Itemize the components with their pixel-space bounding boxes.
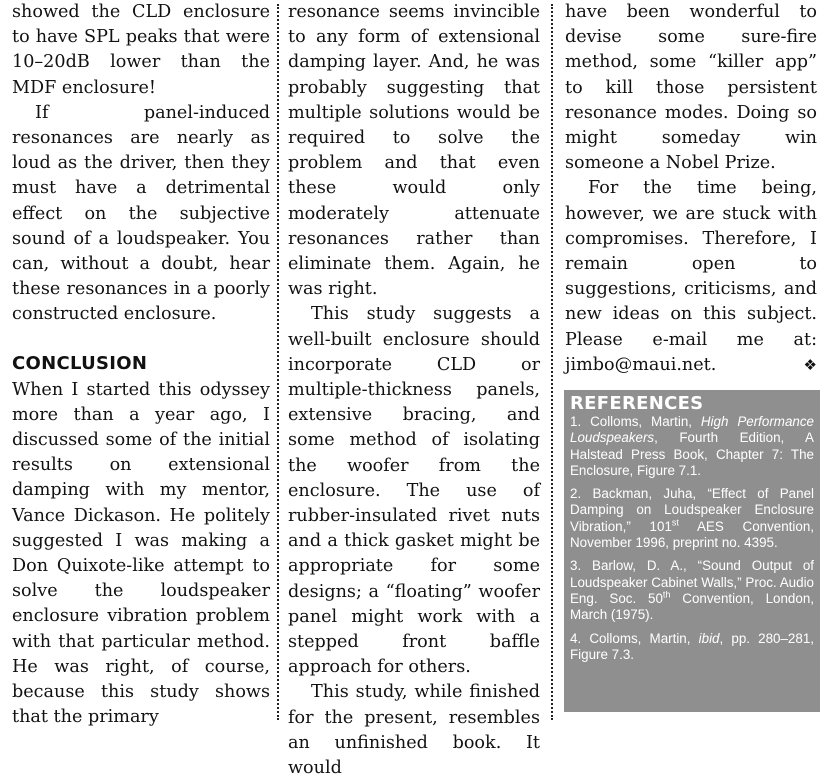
paragraph: If panel-induced resonances are nearly as loud as the driver, then they must have a detrimental effect on the subjective sound of a loudspeaker. You can, without a doubt, hear these resonances in a poorly constructed enclosure. (12, 102, 270, 325)
reference-item (570, 631, 814, 664)
paragraph-text: For the time being, however, we are stuck with compromises. Therefore, I remain open to suggestions, criticisms, and new ideas on this subject. Please e-mail me at: jimbo@maui.net. (565, 178, 817, 375)
paragraph: When I started this odyssey more than a year ago, I discussed some of the initial results on extensional damping with my mentor, Vance Dickason. He politely suggested I was making a Don Quixote-like attempt to solve the loudspeaker enclosure vibration problem with that particular method. He was right, of course, because this study shows that the primary (12, 379, 270, 728)
ordinal-suffix: th (662, 589, 671, 600)
paragraph: This study suggests a well-built enclosure should incorporate CLD or multiple-thickness panels, extensive bracing, and some method of isolating the woofer from the enclosure. The use of rubber-insulated rivet nuts and a thick gasket might be appropriate for some designs; a “floating” woofer panel might work with a stepped front baffle approach for others. (288, 304, 540, 678)
ordinal-suffix: st (671, 517, 679, 528)
paragraph: showed the CLD enclosure to have SPL peaks that were 10–20dB lower than the MDF enclosure! (12, 2, 270, 98)
column-divider (551, 4, 553, 720)
column-2 (288, 0, 540, 781)
section-heading: CONCLUSION (12, 352, 148, 374)
column-1 (12, 0, 270, 730)
reference-text: 2. Backman, Juha, “Effect of Panel Damping on Loudspeaker Enclosure Vibration,” 101 (570, 486, 814, 534)
column-divider (277, 4, 279, 720)
reference-title-italic: ibid (698, 630, 720, 646)
reference-title-italic: High Performance Loudspeakers (570, 414, 814, 446)
reference-text: 3. Barlow, D. A., “Sound Output of Loudspeaker Cabinet Walls,” Proc. Audio Eng. Soc. 50 (570, 558, 814, 606)
section-gap (12, 328, 270, 350)
references-box (564, 390, 820, 712)
reference-text: AES Convention, November 1996, preprint no. 4395. (570, 518, 814, 551)
reference-text: , Fourth Edition, A Halstead Press Book, Chapter 7: The Enclosure, Figure 7.1. (570, 430, 814, 478)
end-mark-icon: ❖ (803, 355, 817, 374)
references-title: REFERENCES (570, 393, 704, 414)
paragraph: have been wonderful to devise some sure-fire method, some “killer app” to kill those persistent resonance modes. Doing so might someday win someone a Nobel Prize. (565, 2, 817, 174)
paragraph (565, 176, 817, 378)
paragraph: This study, while finished for the present, resembles an unfinished book. It would (288, 682, 540, 779)
reference-text: 4. Colloms, Martin, (570, 630, 699, 646)
reference-item (570, 486, 814, 551)
reference-item (570, 558, 814, 623)
reference-text: , pp. 280–281, Figure 7.3. (570, 630, 814, 662)
column-3 (565, 0, 817, 378)
reference-item (570, 414, 814, 479)
paragraph: resonance seems invincible to any form of extensional damping layer. And, he was probably suggesting that multiple solutions would be required to solve the problem and that even these would only moderately attenuate resonances rather than eliminate them. Again, he was right. (288, 2, 540, 300)
reference-text: Convention, London, March (1975). (570, 590, 814, 623)
reference-text: 1. Colloms, Martin, (570, 414, 701, 429)
